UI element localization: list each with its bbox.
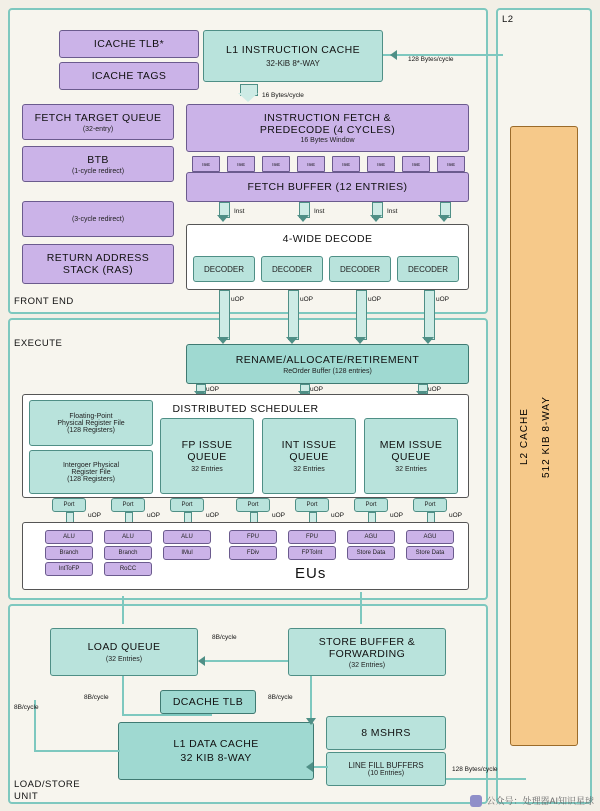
btb-title: BTB — [87, 153, 109, 166]
uop-label-4: uOP — [436, 296, 450, 303]
int-prf-line-2: Register File — [71, 468, 111, 476]
uop-label-port-0: uOP — [88, 512, 102, 519]
fp-physical-register-file-box — [29, 400, 153, 446]
lfb-to-dcache-arrowhead — [306, 762, 313, 772]
store-buffer-title-2: FORWARDING — [328, 647, 406, 660]
port-label: Port — [181, 502, 193, 508]
load-queue-title: LOAD QUEUE — [87, 641, 161, 653]
icache-tlb-box — [59, 30, 199, 58]
inst-token: Inst — [227, 156, 255, 172]
btb-box — [22, 146, 174, 182]
store-buffer-to-load-queue-line — [200, 660, 288, 662]
store-buffer-sub: (32 Entries) — [348, 661, 386, 669]
fetch-predecode-subtitle: 16 Bytes Window — [300, 137, 355, 144]
eu-main-label: ALU — [63, 534, 75, 540]
eu-sub-label: Store Data — [415, 550, 445, 556]
watermark-text: 公众号：处理器AI知识星球 — [486, 796, 594, 806]
fp-issue-queue-title: FP ISSUE — [181, 439, 233, 451]
eu-agu-1 — [406, 530, 454, 544]
inst-label-1: Inst — [234, 208, 245, 215]
load-queue-down-line — [122, 676, 124, 716]
inst-token: Inst — [437, 156, 465, 172]
l2-cache-label-2: 512 KIB 8-WAY — [541, 396, 552, 478]
fetch-target-queue-box — [22, 104, 174, 140]
eu-fpu-1 — [288, 530, 336, 544]
bandwidth-sb-to-dcache: 8B/cycle — [268, 694, 293, 701]
port-box-6 — [413, 498, 447, 512]
decode-to-rename-arrow-1 — [219, 290, 230, 340]
ftq-subtitle: (32-entry) — [82, 125, 114, 133]
section-l2-label: L2 — [502, 14, 514, 25]
rename-title: RENAME/ALLOCATE/RETIREMENT — [235, 353, 420, 366]
fp-prf-line-3: (128 Registers) — [67, 426, 115, 434]
eu-main-label: FPU — [306, 534, 318, 540]
icache-tags-label: ICACHE TAGS — [91, 70, 167, 82]
eu-sub-label: IntToFP — [58, 566, 80, 572]
decoder-label: DECODER — [271, 264, 312, 274]
icache-tlb-label: ICACHE TLB* — [93, 38, 165, 50]
store-buffer-title: STORE BUFFER & — [318, 635, 416, 648]
bandwidth-icache-to-l2: 128 Bytes/cycle — [408, 56, 454, 63]
int-issue-queue-title: INT ISSUE — [281, 439, 337, 451]
uop-label-port-4: uOP — [331, 512, 345, 519]
eu-main-label: ALU — [181, 534, 193, 540]
uop-label-port-1: uOP — [147, 512, 161, 519]
section-load-store-label-2: UNIT — [14, 791, 39, 802]
int-issue-queue-title-2: QUEUE — [289, 451, 329, 463]
decode-to-rename-arrowhead-2 — [286, 337, 298, 344]
uop-label-7: uOP — [428, 386, 442, 393]
int-prf-line-3: (128 Registers) — [67, 475, 115, 483]
inst-token: Inst — [297, 156, 325, 172]
store-buffer-box — [288, 628, 446, 676]
eu-alu-1-sub2 — [104, 562, 152, 576]
mem-issue-queue-sub: 32 Entries — [395, 466, 427, 473]
btb-subtitle: (1-cycle redirect) — [71, 167, 125, 175]
mshrs-label: 8 MSHRS — [361, 727, 411, 739]
eu-main-label: FPU — [247, 534, 259, 540]
eu-fpu-0-sub1 — [229, 546, 277, 560]
port-label: Port — [247, 502, 259, 508]
port-label: Port — [365, 502, 377, 508]
store-buffer-down-line — [310, 676, 312, 722]
int-physical-register-file-box — [29, 450, 153, 494]
eu-main-label: AGU — [364, 534, 378, 540]
mshrs-box — [326, 716, 446, 750]
dcache-tlb-label: DCACHE TLB — [172, 696, 244, 708]
bandwidth-lfb-to-l2: 128 Bytes/cycle — [452, 766, 498, 773]
fetch-buffer-box — [186, 172, 469, 202]
uop-label-3: uOP — [368, 296, 382, 303]
decode-to-rename-arrow-3 — [356, 290, 367, 340]
fetch-buffer-label: FETCH BUFFER (12 ENTRIES) — [247, 181, 408, 193]
port-box-2 — [170, 498, 204, 512]
dcache-tlb-box — [160, 690, 256, 714]
eu-alu-0 — [45, 530, 93, 544]
instruction-fetch-predecode-box — [186, 104, 469, 152]
eu-agu-0-sub1 — [347, 546, 395, 560]
port-box-1 — [111, 498, 145, 512]
fp-prf-line-1: Floating-Point — [69, 412, 113, 420]
bandwidth-lq-to-dcache: 8B/cycle — [84, 694, 109, 701]
port-label: Port — [63, 502, 75, 508]
load-queue-to-dcache-line — [122, 714, 212, 716]
uop-label-port-5: uOP — [390, 512, 404, 519]
decoder-label: DECODER — [339, 264, 380, 274]
line-fill-buffers-box — [326, 752, 446, 786]
eu-alu-1 — [104, 530, 152, 544]
fp-prf-line-2: Physical Register File — [57, 419, 125, 427]
port-box-0 — [52, 498, 86, 512]
decode-to-rename-arrow-4 — [424, 290, 435, 340]
uop-label-port-3: uOP — [272, 512, 286, 519]
decoder-3 — [397, 256, 459, 282]
fp-issue-queue-title-2: QUEUE — [187, 451, 227, 463]
mem-issue-queue-title: MEM ISSUE — [379, 439, 443, 451]
l1-instruction-cache-title: L1 INSTRUCTION CACHE — [225, 44, 360, 56]
agu-to-lsu-line-left — [122, 596, 124, 624]
uop-label-port-6: uOP — [449, 512, 463, 519]
port-label: Port — [122, 502, 134, 508]
fetch-predecode-title: INSTRUCTION FETCH & — [263, 112, 392, 124]
dcache-left-feed-line-h — [34, 750, 120, 752]
load-queue-box — [50, 628, 198, 676]
eu-fpu-0 — [229, 530, 277, 544]
fetch-predecode-title-2: PREDECODE (4 CYCLES) — [259, 124, 396, 136]
bandwidth-dcache-left: 8B/cycle — [14, 704, 39, 711]
decode-to-rename-arrowhead-4 — [422, 337, 434, 344]
agu-to-lsu-line-right — [360, 592, 362, 624]
eu-main-label: AGU — [423, 534, 437, 540]
return-address-stack-box — [22, 244, 174, 284]
decoder-label: DECODER — [203, 264, 244, 274]
mem-issue-queue-box — [364, 418, 458, 494]
inst-token: Inst — [262, 156, 290, 172]
l2-cache-label-group-2 — [541, 267, 552, 607]
eu-alu-2-sub1 — [163, 546, 211, 560]
l1-data-cache-box — [118, 722, 314, 780]
inst-token: Inst — [192, 156, 220, 172]
inst-label-3: Inst — [387, 208, 398, 215]
section-execute-label: EXECUTE — [14, 338, 63, 349]
eu-sub-label: Store Data — [356, 550, 386, 556]
watermark-icon — [470, 795, 482, 807]
l1-instruction-cache-box — [203, 30, 383, 82]
icache-tags-box — [59, 62, 199, 90]
fp-issue-queue-box — [160, 418, 254, 494]
fetchbuf-to-decode-arrowhead-2 — [297, 215, 309, 222]
int-prf-line-1: Intergoer Physical — [62, 461, 120, 469]
fetchbuf-to-decode-arrowhead-4 — [438, 215, 450, 222]
icache-to-fetch-arrowhead — [238, 93, 258, 102]
l1-instruction-cache-subtitle: 32-KiB 8*-WAY — [266, 59, 320, 68]
l1-data-cache-sub: 32 KIB 8-WAY — [180, 752, 252, 764]
port-label: Port — [424, 502, 436, 508]
decoder-label: DECODER — [407, 264, 448, 274]
scheduler-title: DISTRIBUTED SCHEDULER — [172, 403, 319, 415]
eu-sub-label: RoCC — [119, 566, 137, 572]
lfb-title: LINE FILL BUFFERS — [348, 761, 424, 770]
uop-label-1: uOP — [231, 296, 245, 303]
fetchbuf-to-decode-arrowhead-3 — [370, 215, 382, 222]
section-front-end-label: FRONT END — [14, 296, 74, 307]
eu-alu-0-sub2 — [45, 562, 93, 576]
uop-label-6: uOP — [310, 386, 324, 393]
l2-cache-box — [510, 126, 578, 746]
inst-token: Inst — [402, 156, 430, 172]
eus-label: EUs — [295, 565, 327, 582]
uop-label-5: uOP — [206, 386, 220, 393]
eu-sub-label: Branch — [118, 550, 138, 556]
decode-to-rename-arrowhead-1 — [217, 337, 229, 344]
eu-sub-label: FPToInt — [301, 550, 323, 556]
eu-agu-0 — [347, 530, 395, 544]
predictor-subtitle: (3-cycle redirect) — [71, 215, 125, 223]
eu-main-label: ALU — [122, 534, 134, 540]
eu-agu-1-sub1 — [406, 546, 454, 560]
l2-cache-label-group — [519, 287, 530, 587]
bandwidth-lq-to-sb: 8B/cycle — [212, 634, 237, 641]
inst-label-2: Inst — [314, 208, 325, 215]
decoder-0 — [193, 256, 255, 282]
section-load-store-label: LOAD/STORE — [14, 779, 81, 790]
ras-title-2: STACK (RAS) — [62, 264, 134, 276]
l1-data-cache-title: L1 DATA CACHE — [173, 738, 259, 750]
store-buffer-to-load-queue-arrowhead — [198, 656, 205, 666]
int-issue-queue-box — [262, 418, 356, 494]
icache-to-l2-arrowhead — [390, 50, 397, 60]
lfb-sub: (10 Entries) — [367, 770, 405, 777]
bandwidth-icache-to-fetch: 16 Bytes/cycle — [262, 92, 304, 99]
inst-token: Inst — [367, 156, 395, 172]
load-queue-sub: (32 Entries) — [105, 656, 143, 663]
inst-token: Inst — [332, 156, 360, 172]
predictor-box — [22, 201, 174, 237]
eu-alu-2 — [163, 530, 211, 544]
eu-alu-1-sub1 — [104, 546, 152, 560]
decode-to-rename-arrowhead-3 — [354, 337, 366, 344]
eu-fpu-1-sub1 — [288, 546, 336, 560]
rename-subtitle: ReOrder Buffer (128 entries) — [283, 367, 372, 375]
decoder-1 — [261, 256, 323, 282]
eu-alu-0-sub1 — [45, 546, 93, 560]
uop-label-2: uOP — [300, 296, 314, 303]
port-box-3 — [236, 498, 270, 512]
port-box-4 — [295, 498, 329, 512]
decoder-2 — [329, 256, 391, 282]
eu-sub-label: IMul — [181, 550, 193, 556]
l2-cache-label-1: L2 CACHE — [519, 408, 530, 466]
rename-allocate-retirement-box — [186, 344, 469, 384]
decode-to-rename-arrow-2 — [288, 290, 299, 340]
lfb-to-l2-line — [446, 778, 526, 780]
port-box-5 — [354, 498, 388, 512]
store-buffer-to-dcache-arrowhead — [306, 718, 316, 725]
decode-title: 4-WIDE DECODE — [282, 233, 373, 245]
ras-title: RETURN ADDRESS — [46, 252, 150, 264]
uop-label-port-2: uOP — [206, 512, 220, 519]
port-label: Port — [306, 502, 318, 508]
eu-sub-label: FDiv — [246, 550, 260, 556]
int-issue-queue-sub: 32 Entries — [293, 466, 325, 473]
ftq-title: FETCH TARGET QUEUE — [34, 111, 162, 124]
mem-issue-queue-title-2: QUEUE — [391, 451, 431, 463]
lfb-to-dcache-line — [314, 766, 328, 768]
fetchbuf-to-decode-arrowhead-1 — [217, 215, 229, 222]
eu-sub-label: Branch — [59, 550, 79, 556]
fp-issue-queue-sub: 32 Entries — [191, 466, 223, 473]
watermark — [470, 794, 594, 807]
